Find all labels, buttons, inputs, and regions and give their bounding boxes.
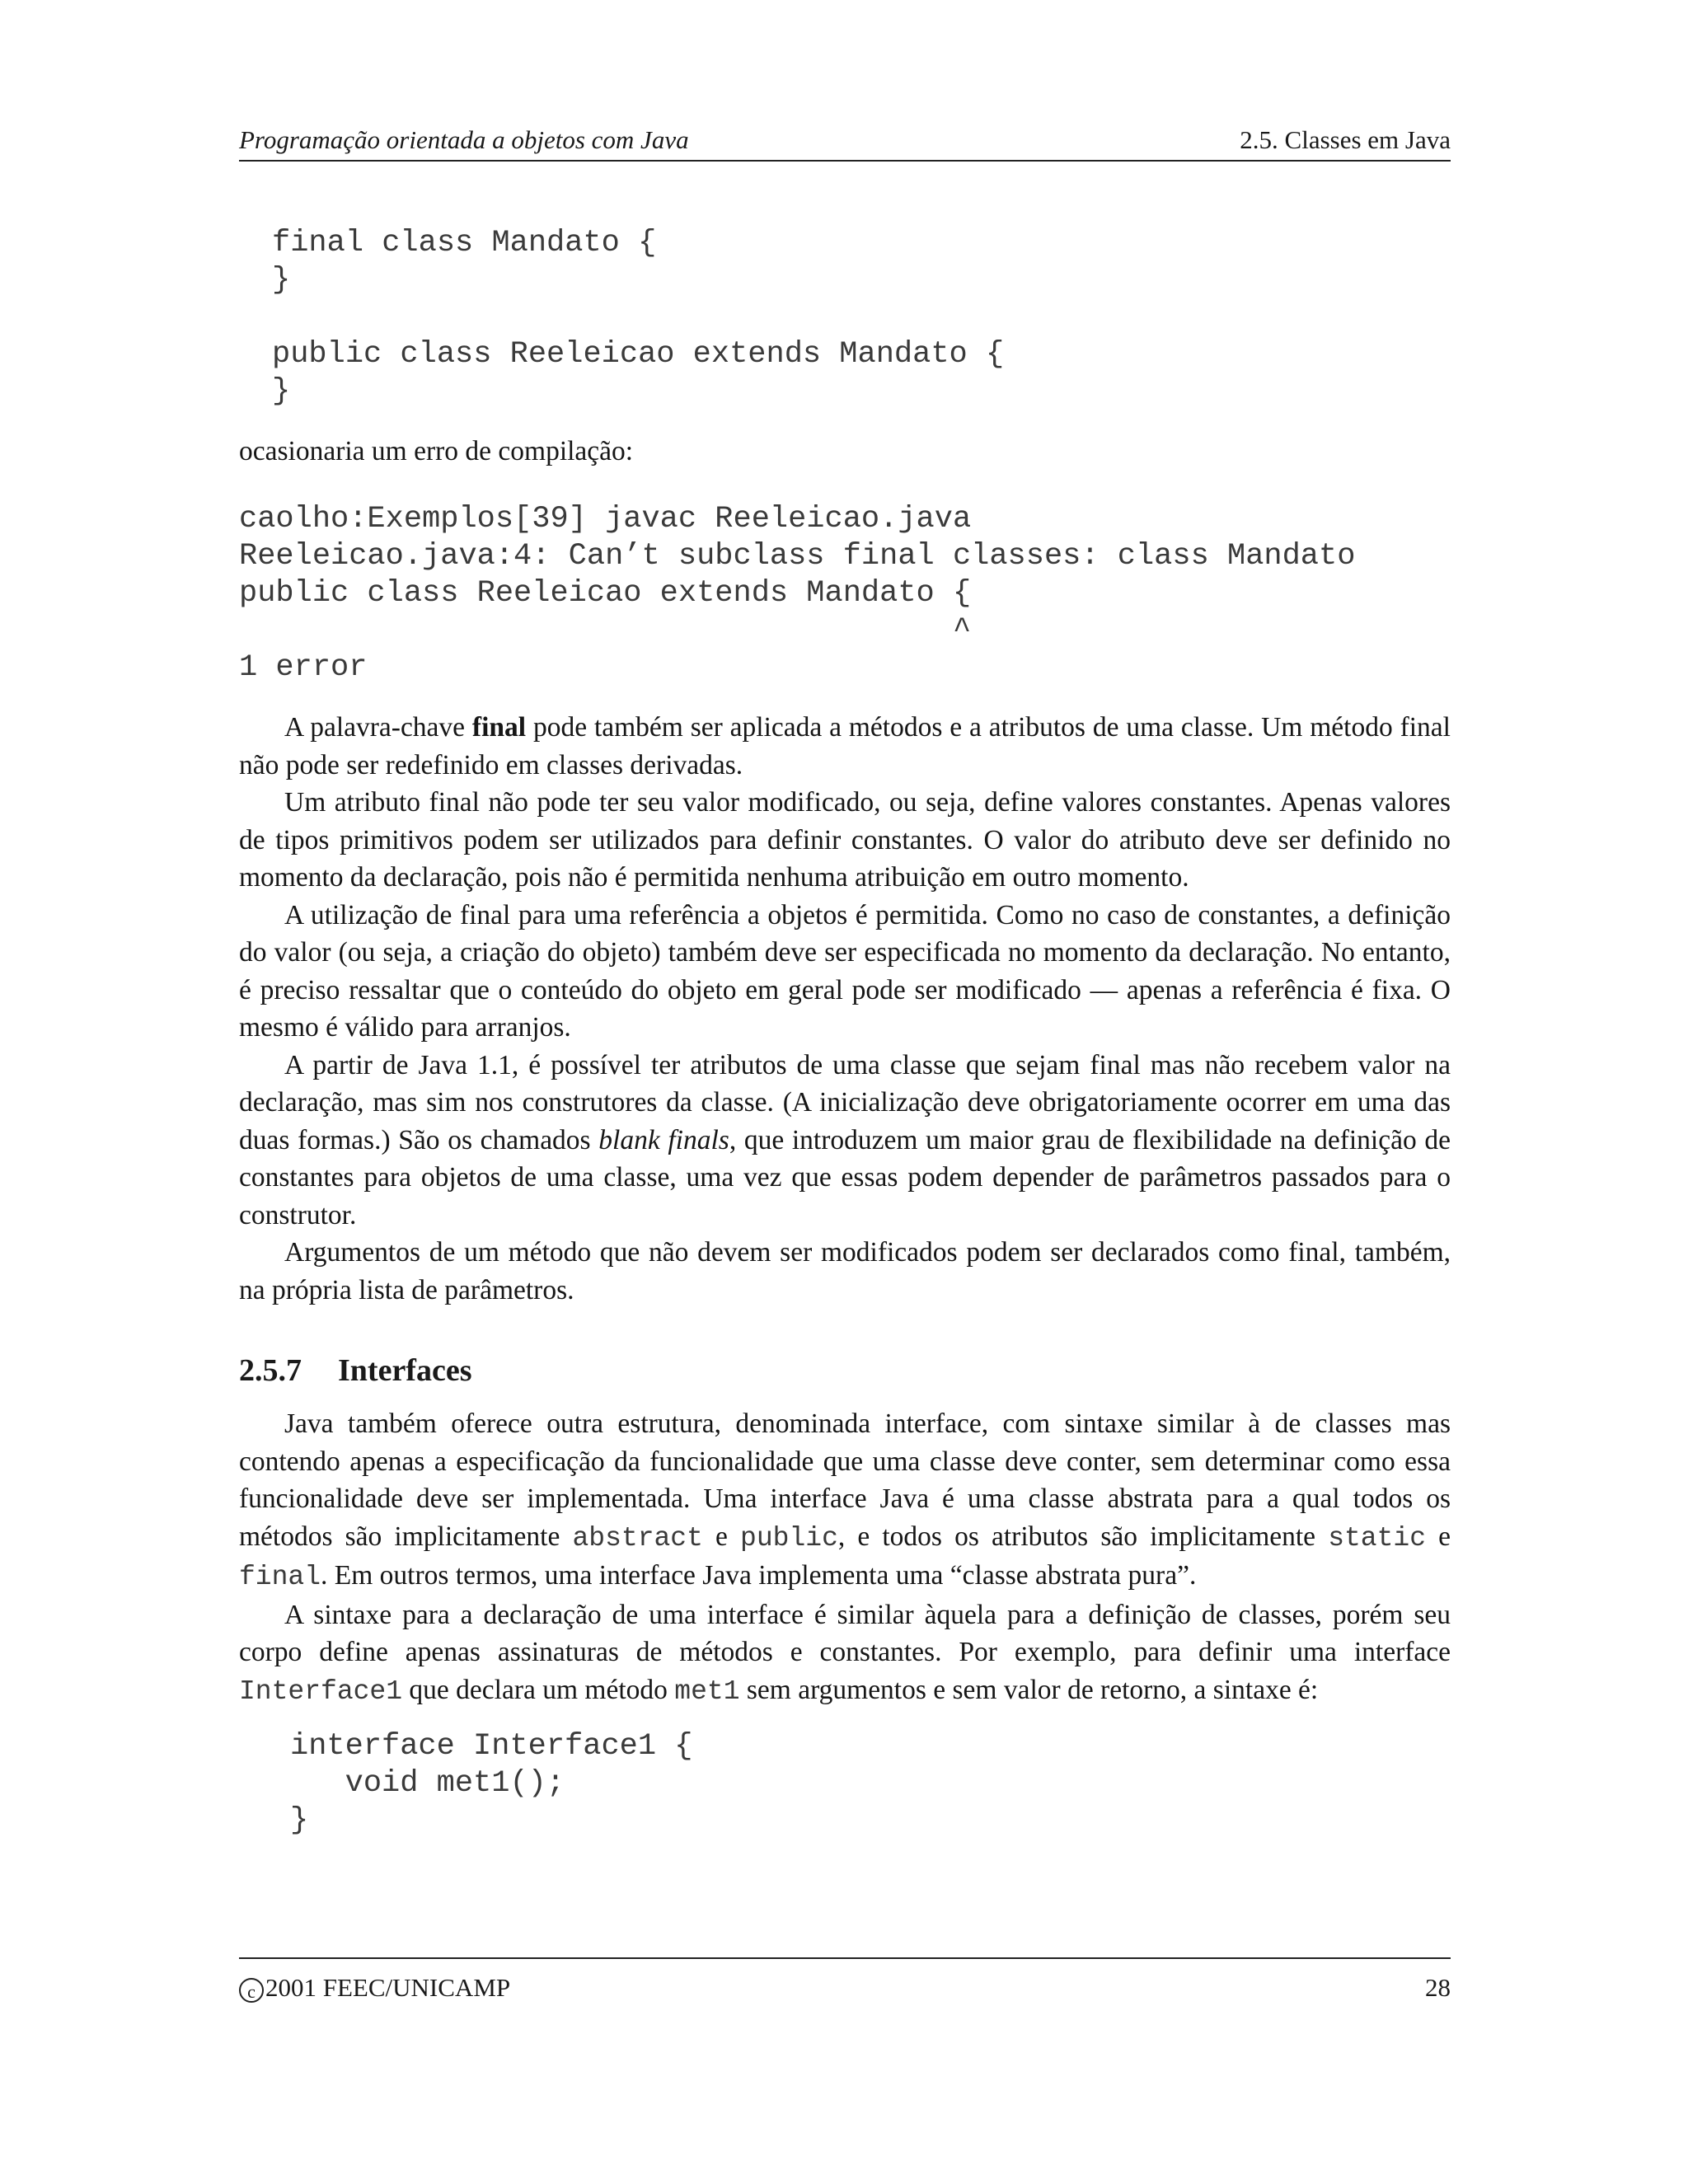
document-page bbox=[239, 0, 1451, 2184]
running-header bbox=[239, 124, 1451, 162]
footer-copyright-text: 2001 FEEC/UNICAMP bbox=[265, 1973, 511, 2002]
code-block-mandato: final class Mandato { } public class Reeleicao extends Mandato { } bbox=[272, 226, 1005, 409]
paragraph-final-arguments: Argumentos de um método que não devem ser modificados podem ser declarados como final, também, na própria lista de parâmetros. bbox=[239, 1237, 1451, 1305]
intro-line: ocasionaria um erro de compilação: bbox=[239, 436, 634, 466]
inline-code-public: public bbox=[740, 1522, 838, 1554]
compile-output-block: caolho:Exemplos[39] javac Reeleicao.java Reeleicao.java:4: Can’t subclass final classes: class Mandato public class Reeleicao extends Mandato { ^ 1 error bbox=[239, 502, 1356, 685]
section-heading bbox=[239, 1352, 471, 1390]
inline-code-interface1: Interface1 bbox=[239, 1675, 403, 1707]
paragraph-blank-finals: A partir de Java 1.1, é possível ter atributos de uma classe que sejam final mas não recebem valor na declaração, mas sim nos construtores da classe. (A inicialização deve obrigatoriamente ocorrer em uma das duas formas.) São os chamados blank finals, que introduzem um maior grau de flexibilidade na definição de constantes para objetos de uma classe, uma vez que essas podem depender de parâmetros passados para o construtor. bbox=[239, 1049, 1451, 1230]
intro-line-block bbox=[239, 433, 1451, 471]
inline-code-abstract: abstract bbox=[572, 1522, 703, 1554]
footer-copyright bbox=[239, 1971, 510, 2004]
keyword-final: final bbox=[471, 712, 527, 743]
interfaces-section bbox=[239, 1405, 1451, 1710]
section-number: 2.5.7 bbox=[239, 1353, 302, 1388]
final-keyword-section bbox=[239, 709, 1451, 1309]
inline-code-static: static bbox=[1328, 1522, 1427, 1554]
section-title: Interfaces bbox=[338, 1353, 472, 1388]
paragraph-interfaces-syntax: A sintaxe para a declaração de uma interface é similar àquela para a definição de classes, porém seu corpo define apenas assinaturas de métodos e constantes. Por exemplo, para definir uma interface Interface1 que declara um método met1 sem argumentos e sem valor de retorno, a sintaxe é: bbox=[239, 1599, 1451, 1707]
paragraph-final-methods: A palavra-chave final pode também ser aplicada a métodos e a atributos de uma classe. Um método final não pode ser redefinido em classes derivadas. bbox=[239, 712, 1451, 780]
inline-code-final: final bbox=[239, 1562, 321, 1592]
header-section: 2.5. Classes em Java bbox=[1240, 125, 1451, 154]
paragraph-final-attributes: Um atributo final não pode ter seu valor modificado, ou seja, define valores constantes. Apenas valores de tipos primitivos podem ser utilizados para definir constantes. O valor do atributo deve ser definido no momento da declaração, pois não é permitida nenhuma atribuição em outro momento. bbox=[239, 787, 1451, 893]
code-block-interface1: interface Interface1 { void met1(); } bbox=[290, 1729, 693, 1838]
term-blank-finals: blank finals bbox=[598, 1124, 729, 1155]
paragraph-final-references: A utilização de final para uma referência a objetos é permitida. Como no caso de constantes, a definição do valor (ou seja, a criação do objeto) também deve ser especificada no momento da declaração. No entanto, é preciso ressaltar que o conteúdo do objeto em geral pode ser modificado — apenas a referência é fixa. O mesmo é válido para arranjos. bbox=[239, 899, 1451, 1043]
copyright-icon: c bbox=[239, 1978, 264, 2003]
header-book-title: Programação orientada a objetos com Java bbox=[239, 125, 689, 154]
footer-rule bbox=[239, 1957, 1451, 1959]
inline-code-met1: met1 bbox=[674, 1675, 740, 1707]
page-number: 28 bbox=[1425, 1973, 1451, 2002]
paragraph-interfaces-intro: Java também oferece outra estrutura, denominada interface, com sintaxe similar à de classes mas contendo apenas a especificação da funcionalidade que uma classe deve conter, sem determinar como essa funcionalidade deve ser implementada. Uma interface Java é uma classe abstrata para a qual todos os métodos são implicitamente abstract e public, e todos os atributos são implicitamente static e final. Em outros termos, uma interface Java implementa uma “classe abstrata pura”. bbox=[239, 1408, 1451, 1592]
